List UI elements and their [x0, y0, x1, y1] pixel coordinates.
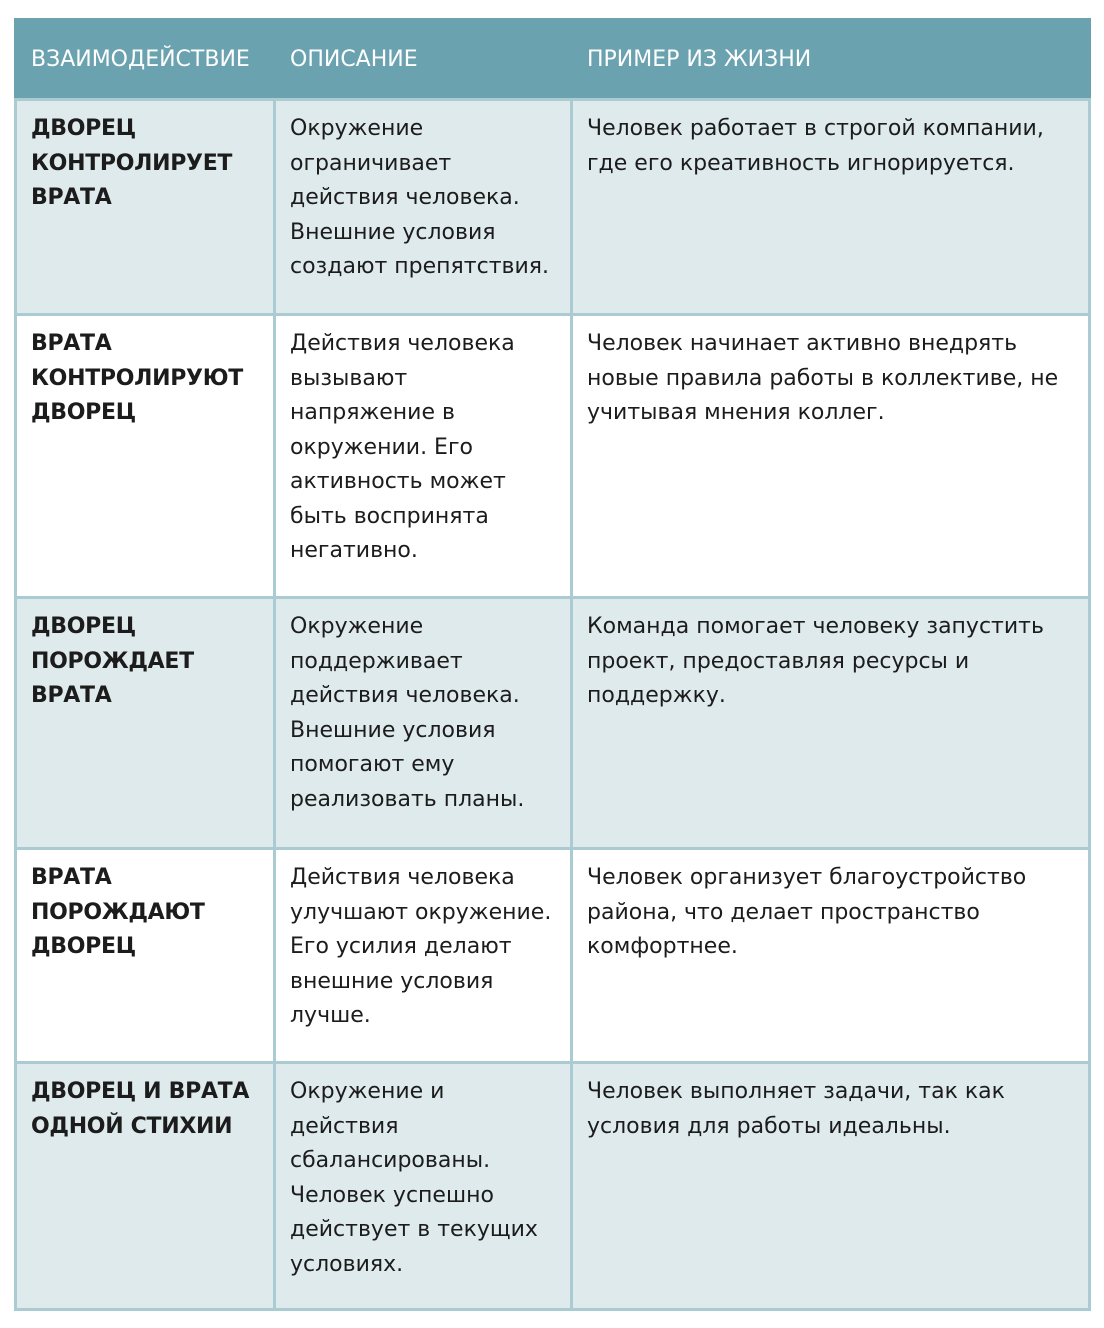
- example-cell: Человек выполняет задачи, так как условия для работы идеальны.: [572, 1063, 1090, 1310]
- table-row: [16, 849, 1090, 1063]
- interaction-table: [14, 18, 1091, 1311]
- table-header-row: [16, 20, 1090, 100]
- interaction-cell: ДВОРЕЦ И ВРАТА ОДНОЙ СТИХИИ: [16, 1063, 275, 1310]
- description-cell: Действия человека улучшают окружение. Его усилия делают внешние условия лучше.: [275, 849, 572, 1063]
- interaction-cell: ВРАТА КОНТРОЛИРУЮТ ДВОРЕЦ: [16, 315, 275, 598]
- table-row: [16, 100, 1090, 315]
- interaction-cell: ВРАТА ПОРОЖДАЮТ ДВОРЕЦ: [16, 849, 275, 1063]
- header-description: ОПИСАНИЕ: [275, 20, 572, 100]
- header-interaction: ВЗАИМОДЕЙСТВИЕ: [16, 20, 275, 100]
- header-example: ПРИМЕР ИЗ ЖИЗНИ: [572, 20, 1090, 100]
- example-cell: Человек организует благоустройство района, что делает пространство комфортнее.: [572, 849, 1090, 1063]
- example-cell: Человек начинает активно внедрять новые правила работы в коллективе, не учитывая мнения коллег.: [572, 315, 1090, 598]
- interaction-cell: ДВОРЕЦ КОНТРОЛИРУЕТ ВРАТА: [16, 100, 275, 315]
- description-cell: Действия человека вызывают напряжение в окружении. Его активность может быть воспринята негативно.: [275, 315, 572, 598]
- example-cell: Человек работает в строгой компании, где его креативность игнорируется.: [572, 100, 1090, 315]
- table-row: [16, 598, 1090, 849]
- table-row: [16, 315, 1090, 598]
- description-cell: Окружение поддерживает действия человека. Внешние условия помогают ему реализовать планы.: [275, 598, 572, 849]
- description-cell: Окружение и действия сбалансированы. Человек успешно действует в текущих условиях.: [275, 1063, 572, 1310]
- description-cell: Окружение ограничивает действия человека. Внешние условия создают препятствия.: [275, 100, 572, 315]
- example-cell: Команда помогает человеку запустить проект, предоставляя ресурсы и поддержку.: [572, 598, 1090, 849]
- interaction-cell: ДВОРЕЦ ПОРОЖДАЕТ ВРАТА: [16, 598, 275, 849]
- table-row: [16, 1063, 1090, 1310]
